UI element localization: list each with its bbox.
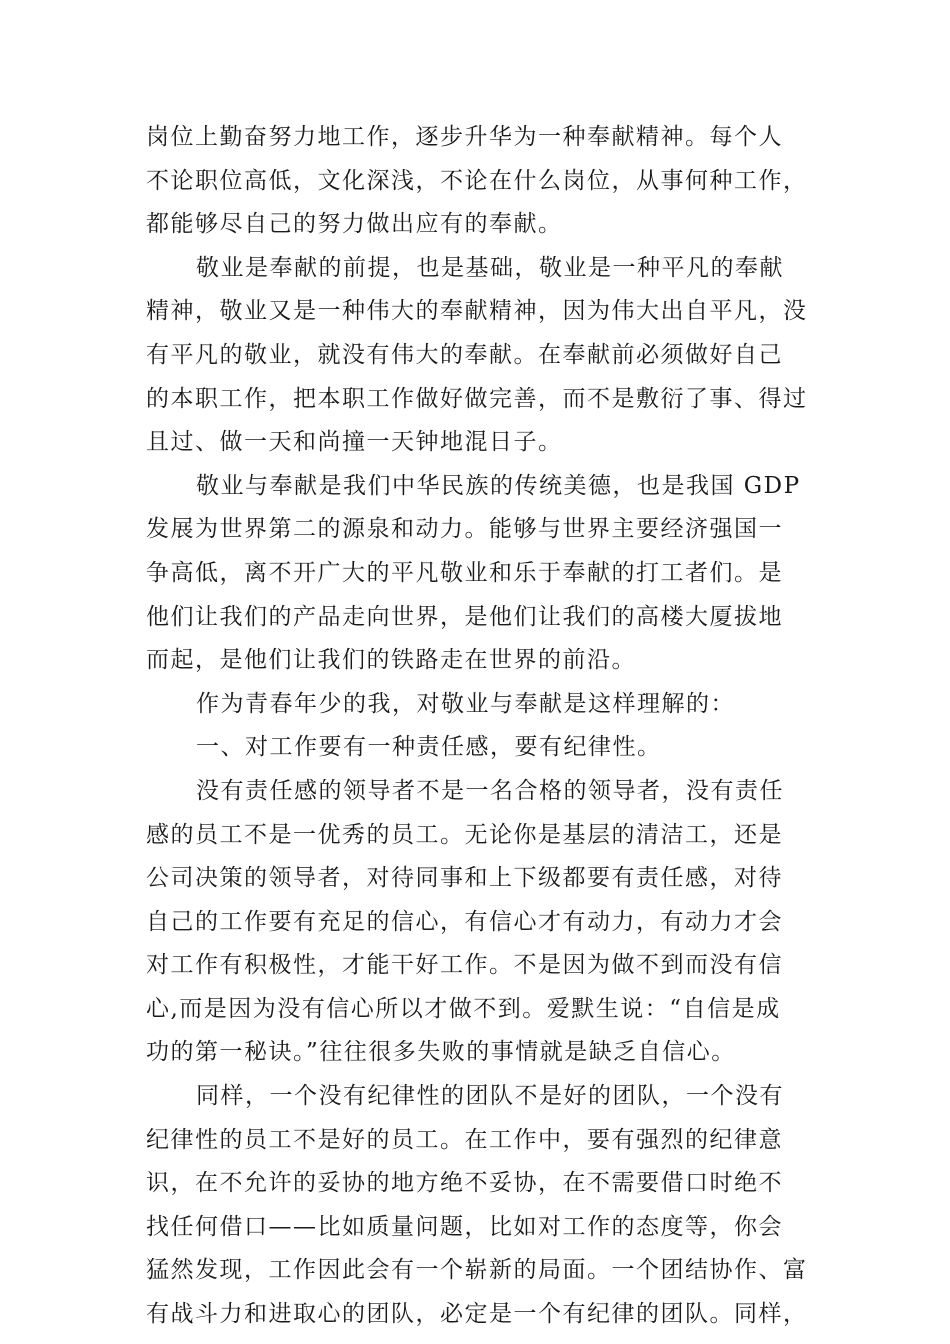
text-line: 有平凡的敬业，就没有伟大的奉献。在奉献前必须做好自己 — [146, 341, 783, 368]
paragraph — [146, 683, 810, 727]
text-line: 猛然发现，工作因此会有一个崭新的局面。一个团结协作、富 — [146, 1257, 808, 1284]
paragraph — [146, 1075, 810, 1337]
text-line: 都能够尽自己的努力做出应有的奉献。 — [146, 211, 563, 238]
text-line: 岗位上勤奋努力地工作，逐步升华为一种奉献精神。每个人 — [146, 124, 783, 150]
text-line: 公司决策的领导者，对待同事和上下级都要有责任感，对待 — [146, 865, 783, 892]
text-line: 没有责任感的领导者不是一名合格的领导者，没有责任 — [196, 777, 784, 804]
text-line: 精神，敬业又是一种伟大的奉献精神，因为伟大出自平凡，没 — [146, 298, 808, 325]
text-line: 且过、做一天和尚撞一天钟地混日子。 — [146, 429, 563, 456]
text-line: 一、对工作要有一种责任感，要有纪律性。 — [196, 734, 662, 761]
paragraph — [146, 465, 810, 683]
paragraph — [146, 247, 810, 465]
text-line: 敬业是奉献的前提，也是基础，敬业是一种平凡的奉献 — [196, 254, 784, 281]
text-line: 不论职位高低，文化深浅，不论在什么岗位，从事何种工作， — [146, 167, 808, 194]
text-line: 敬业与奉献是我们中华民族的传统美德，也是我国 GDP — [196, 472, 801, 499]
text-line: 找任何借口——比如质量问题，比如对工作的态度等，你会 — [146, 1213, 783, 1240]
text-line: 有战斗力和进取心的团队，必定是一个有纪律的团队。同样， — [146, 1301, 808, 1328]
paragraph — [146, 770, 810, 1075]
text-line: 争高低，离不开广大的平凡敬业和乐于奉献的打工者们。是 — [146, 559, 783, 586]
text-line: 心,而是因为没有信心所以才做不到。爱默生说：“自信是成 — [146, 995, 781, 1022]
text-line: 作为青春年少的我，对敬业与奉献是这样理解的： — [196, 690, 735, 717]
text-line: 功的第一秘诀。”往往很多失败的事情就是缺乏自信心。 — [146, 1039, 736, 1066]
text-line: 同样，一个没有纪律性的团队不是好的团队，一个没有 — [196, 1083, 784, 1110]
text-line: 识，在不允许的妥协的地方绝不妥协，在不需要借口时绝不 — [146, 1170, 783, 1197]
text-line: 的本职工作，把本职工作做好做完善，而不是敷衍了事、得过 — [146, 385, 808, 412]
text-line: 而起，是他们让我们的铁路走在世界的前沿。 — [146, 647, 636, 674]
text-line: 自己的工作要有充足的信心，有信心才有动力，有动力才会 — [146, 908, 783, 935]
text-line: 对工作有积极性，才能干好工作。不是因为做不到而没有信 — [146, 952, 783, 979]
document-body — [146, 116, 810, 1337]
text-line: 他们让我们的产品走向世界，是他们让我们的高楼大厦拔地 — [146, 603, 783, 630]
text-line: 纪律性的员工不是好的员工。在工作中，要有强烈的纪律意 — [146, 1126, 783, 1153]
paragraph — [146, 116, 810, 247]
paragraph — [146, 726, 810, 770]
text-line: 感的员工不是一优秀的员工。无论你是基层的清洁工，还是 — [146, 821, 783, 848]
text-line: 发展为世界第二的源泉和动力。能够与世界主要经济强国一 — [146, 516, 783, 543]
